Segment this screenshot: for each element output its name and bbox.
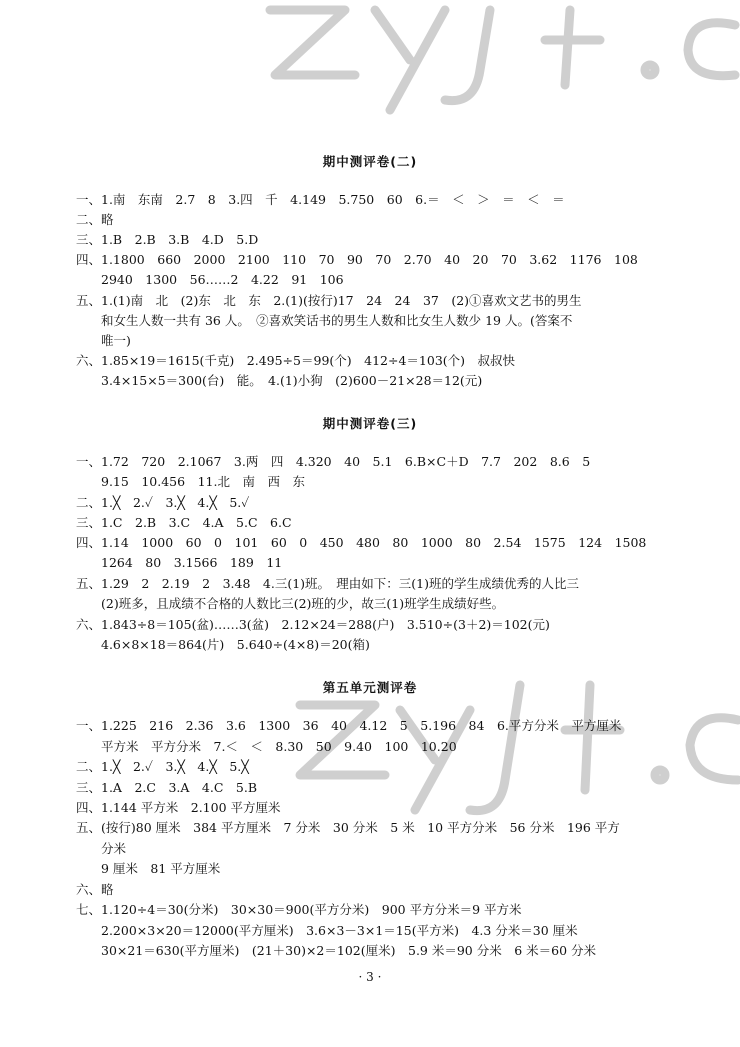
answer-line: 二、1.╳ 2.✓ 3.╳ 4.╳ 5.╳ (76, 759, 249, 774)
answer-line: 三、1.C 2.B 3.C 4.A 5.C 6.C (76, 515, 292, 530)
answer-line: 三、1.A 2.C 3.A 4.C 5.B (76, 780, 258, 795)
answer-line: 3.4×15×5＝300(台) 能。 4.(1)小狗 (2)600－21×28＝12(元) (76, 373, 483, 388)
answer-line: 2940 1300 56……2 4.22 91 106 (76, 272, 344, 287)
answer-line: 五、(按行)80 厘米 384 平方厘米 7 分米 30 分米 5 米 10 平方分米 56 分米 196 平方 (76, 820, 620, 835)
answer-line: 唯一) (76, 333, 131, 348)
answer-line: 六、略 (76, 882, 114, 897)
answer-line: (2)班多，且成绩不合格的人数比三(2)班的少，故三(1)班学生成绩好些。 (76, 596, 505, 611)
answer-line: 2.200×3×20＝12000(平方厘米) 3.6×3－3×1＝15(平方米) 4.3 分米＝30 厘米 (76, 923, 578, 938)
answer-line: 二、1.╳ 2.✓ 3.╳ 4.╳ 5.✓ (76, 495, 250, 510)
answer-line: 五、1.(1)南 北 (2)东 北 东 2.(1)(按行)17 24 24 37 (2)①喜欢文艺书的男生 (76, 293, 582, 308)
answer-line: 四、1.14 1000 60 0 101 60 0 450 480 80 1000 80 2.54 1575 124 1508 (76, 535, 647, 550)
section-title-midterm-3: 期中测评卷(三) (322, 416, 418, 431)
answer-line: 9.15 10.456 11.北 南 西 东 (76, 474, 305, 489)
answer-line: 四、1.1800 660 2000 2100 110 70 90 70 2.70 40 20 70 3.62 1176 108 (76, 252, 638, 267)
section-title-unit-5: 第五单元测评卷 (322, 680, 418, 695)
answer-line: 30×21＝630(平方厘米) (21＋30)×2＝102(厘米) 5.9 米＝90 分米 6 米＝60 分米 (76, 943, 597, 958)
page-number: · 3 · (358, 970, 382, 984)
section-title-midterm-2: 期中测评卷(二) (322, 154, 418, 169)
answer-line: 三、1.B 2.B 3.B 4.D 5.D (76, 232, 259, 247)
answer-line: 五、1.29 2 2.19 2 3.48 4.三(1)班。 理由如下：三(1)班的学生成绩优秀的人比三 (76, 576, 579, 591)
answer-line: 4.6×8×18＝864(片) 5.640÷(4×8)＝20(箱) (76, 637, 370, 652)
answer-line: 平方米 平方分米 7.＜ ＜ 8.30 50 9.40 100 10.20 (76, 739, 457, 754)
answer-line: 和女生人数一共有 36 人。 ②喜欢笑话书的男生人数和比女生人数少 19 人。(答案不 (76, 313, 573, 328)
answer-line: 一、1.72 720 2.1067 3.两 四 4.320 40 5.1 6.B×C＋D 7.7 202 8.6 5 (76, 454, 591, 469)
answer-line: 四、1.144 平方米 2.100 平方厘米 (76, 800, 281, 815)
answer-line: 分米 (76, 841, 127, 856)
answer-line: 六、1.843÷8＝105(盆)……3(盆) 2.12×24＝288(户) 3.510÷(3＋2)＝102(元) (76, 617, 550, 632)
answer-line: 一、1.南 东南 2.7 8 3.四 千 4.149 5.750 60 6.＝ ＜ ＞ ＝ ＜ ＝ (76, 192, 565, 207)
answer-line: 一、1.225 216 2.36 3.6 1300 36 40 4.12 5 5.196 84 6.平方分米 平方厘米 (76, 718, 622, 733)
answer-line: 1264 80 3.1566 189 11 (76, 555, 283, 570)
answer-line: 六、1.85×19＝1615(千克) 2.495÷5＝99(个) 412÷4＝103(个) 叔叔快 (76, 353, 516, 368)
answer-line: 七、1.120÷4＝30(分米) 30×30＝900(平方分米) 900 平方分米＝9 平方米 (76, 902, 522, 917)
answer-line: 二、略 (76, 212, 114, 227)
answer-line: 9 厘米 81 平方厘米 (76, 861, 221, 876)
